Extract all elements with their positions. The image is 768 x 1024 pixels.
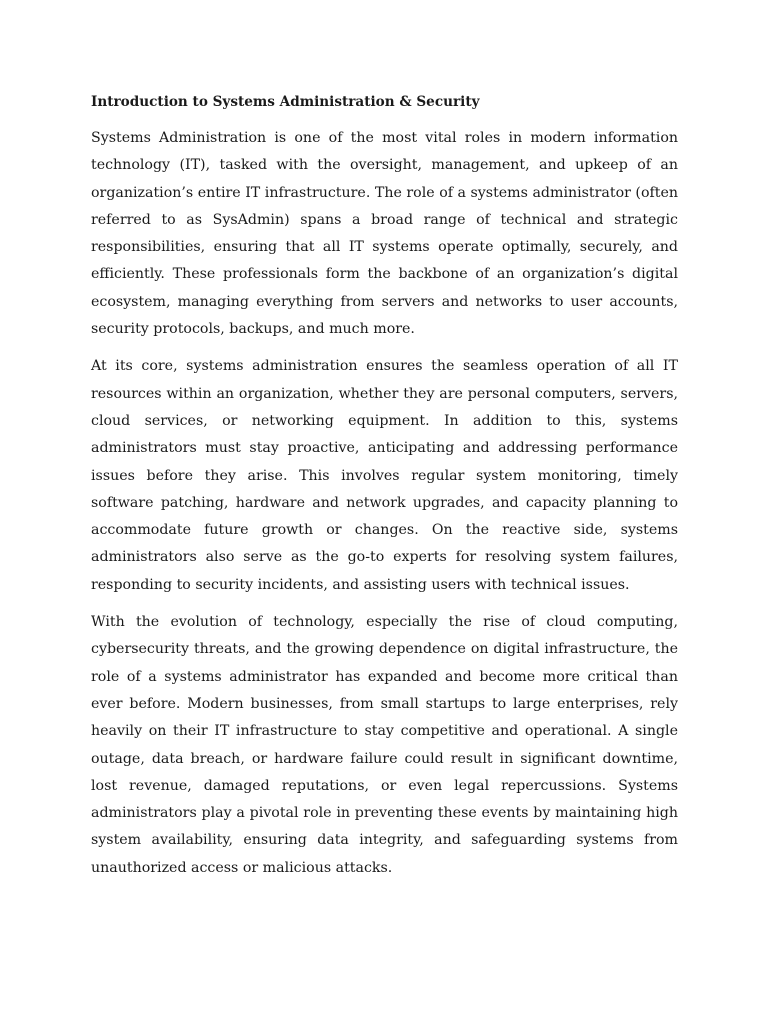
document-body bbox=[91, 90, 678, 892]
paragraph-intro: Systems Administration is one of the most vital roles in modern information technology (IT), tasked with the oversight, management, and upkeep of an organization’s entire IT infrastructure. The role of a systems administrator (often referred to as SysAdmin) spans a broad range of technical and strategic responsibilities, ensuring that all IT systems operate optimally, securely, and efficiently. These professionals form the backbone of an organization’s digital ecosystem, managing everything from servers and networks to user accounts, security protocols, backups, and much more. bbox=[91, 130, 678, 338]
paragraph-evolution: With the evolution of technology, especially the rise of cloud computing, cybersecurity threats, and the growing dependence on digital infrastructure, the role of a systems administrator has expanded and become more critical than ever before. Modern businesses, from small startups to large enterprises, rely heavily on their IT infrastructure to stay competitive and operational. A single outage, data breach, or hardware failure could result in significant downtime, lost revenue, damaged reputations, or even legal repercussions. Systems administrators play a pivotal role in preventing these events by maintaining high system availability, ensuring data integrity, and safeguarding systems from unauthorized access or malicious attacks. bbox=[91, 614, 678, 876]
paragraph-core: At its core, systems administration ensures the seamless operation of all IT resources within an organization, whether they are personal computers, servers, cloud services, or networking equipment. In addition to this, systems administrators must stay proactive, anticipating and addressing performance issues before they arise. This involves regular system monitoring, timely software patching, hardware and network upgrades, and capacity planning to accommodate future growth or changes. On the reactive side, systems administrators also serve as the go-to experts for resolving system failures, responding to security incidents, and assisting users with technical issues. bbox=[91, 358, 678, 593]
document-title: Introduction to Systems Administration & Security bbox=[91, 94, 480, 110]
